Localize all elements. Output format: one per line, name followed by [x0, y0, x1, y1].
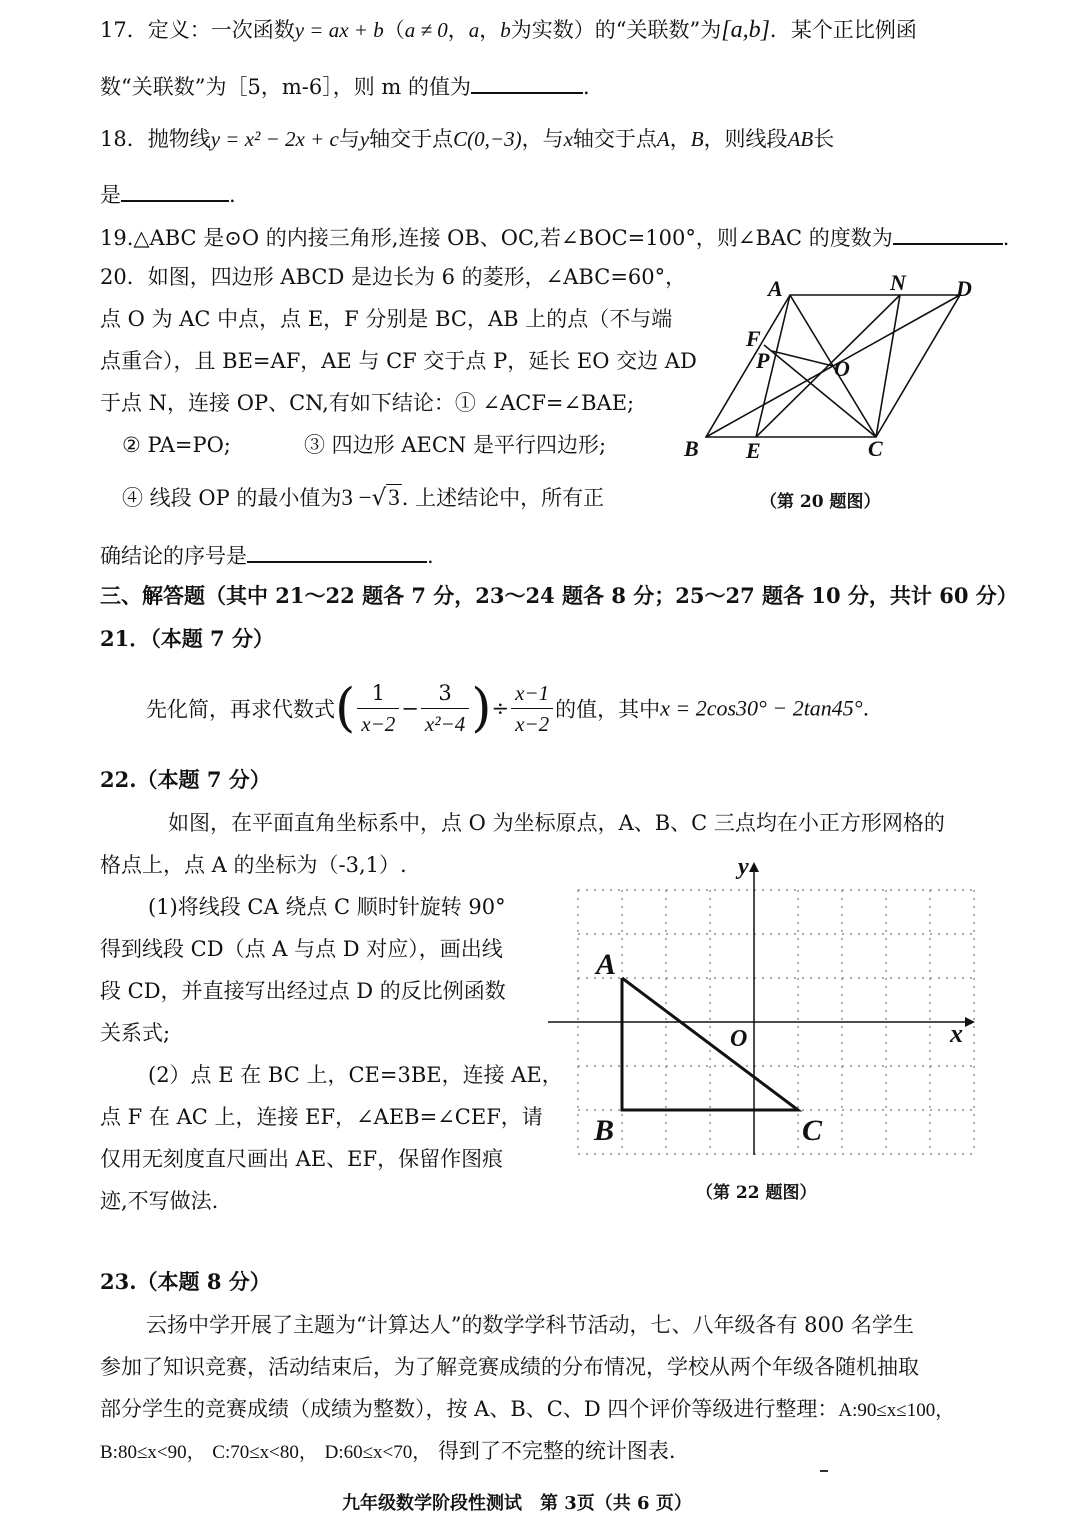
label-e: E — [746, 438, 761, 463]
label-a: A — [768, 276, 783, 301]
label-c: C — [868, 436, 883, 461]
q20-line6: ④ 线段 OP 的最小值为3 −√3. 上述结论中，所有正 — [122, 485, 605, 511]
q20-line3: 点重合），且 BE=AF，AE 与 CF 交于点 P，延长 EO 交边 AD — [100, 349, 697, 373]
q20-line5a: ② PA=PO; — [122, 433, 231, 457]
label-o: O — [730, 1026, 748, 1052]
q22-p1-line2: 得到线段 CD（点 A 与点 D 对应），画出线 — [100, 937, 503, 961]
q22-p1-line4: 关系式; — [100, 1021, 171, 1045]
q23-line2: 参加了知识竞赛，活动结束后，为了解竞赛成绩的分布情况，学校从两个年级各随机抽取 — [100, 1355, 919, 1379]
q17-line1: 17．定义：一次函数y = ax + b（a ≠ 0，a，b为实数）的“关联数”为[a,b]．某个正比例函 — [100, 17, 917, 43]
arrow-y-icon — [749, 862, 759, 872]
q22-header: 22.（本题 7 分） — [100, 767, 271, 792]
sqrt-symbol: √ — [371, 485, 387, 511]
label-p: P — [756, 348, 770, 373]
label-c: C — [802, 1114, 823, 1147]
left-paren: ( — [335, 678, 356, 739]
answer-blank[interactable] — [893, 221, 1003, 245]
q17-expr: y = ax + b — [294, 18, 384, 42]
q20-line1: 20．如图，四边形 ABCD 是边长为 6 的菱形，∠ABC=60°， — [100, 265, 687, 289]
q22-p1-line1: (1)将线段 CA 绕点 C 顺时针旋转 90° — [148, 895, 506, 919]
q20-rhombus-figure — [680, 272, 980, 472]
q20-line5b: ③ 四边形 AECN 是平行四边形; — [304, 433, 607, 457]
q22-grid-figure — [540, 850, 980, 1170]
q22-p2-line1: (2）点 E 在 BC 上，CE=3BE，连接 AE， — [148, 1063, 563, 1087]
fraction-3: $\frac{x-1}{x-2}$ — [511, 678, 553, 739]
label-y: y — [738, 854, 749, 880]
label-b: B — [594, 1114, 615, 1147]
q20-caption: （第 20 题图） — [760, 492, 881, 512]
q17-line2: 数“关联数”为［5，m-6］，则 m 的值为 . — [100, 70, 590, 101]
label-f: F — [746, 326, 761, 351]
label-o: O — [834, 356, 850, 381]
label-b: B — [684, 436, 699, 461]
q23-line4: B:80≤x<90， C:70≤x<80， D:60≤x<70， 得到了不完整的统计图表. — [100, 1439, 676, 1463]
q22-caption: （第 22 题图） — [696, 1183, 817, 1203]
answer-blank[interactable] — [121, 178, 229, 202]
page-footer: 九年级数学阶段性测试 第 3页（共 6 页） — [342, 1493, 692, 1514]
q23-line3: 部分学生的竞赛成绩（成绩为整数），按 A、B、C、D 四个评价等级进行整理：A:90≤x≤100， — [100, 1397, 955, 1421]
q21-header: 21．（本题 7 分） — [100, 626, 274, 651]
q22-p1-line3: 段 CD，并直接写出经过点 D 的反比例函数 — [100, 979, 506, 1003]
answer-blank[interactable] — [247, 539, 427, 563]
label-d: D — [956, 276, 972, 301]
q21-expression: 先化简，再求代数式( $\frac{1}{x-2}$ − $\frac{3}{\text{x²−4}}$ )÷ $\frac{x-1}{x-2}$ 的值，其中x = 2cos30° − 2tan45°. — [146, 678, 870, 739]
q22-p2-line2: 点 F 在 AC 上，连接 EF，∠AEB=∠CEF，请 — [100, 1105, 543, 1129]
q22-line2: 格点上，点 A 的坐标为（-3,1）. — [100, 853, 407, 877]
footer-tick — [820, 1470, 828, 1472]
q23-line1: 云扬中学开展了主题为“计算达人”的数学学科节活动，七、八年级各有 800 名学生 — [146, 1313, 914, 1337]
q20-line2: 点 O 为 AC 中点，点 E，F 分别是 BC，AB 上的点（不与端 — [100, 307, 673, 331]
q19-line: 19.△ABC 是⊙O 的内接三角形,连接 OB、OC,若∠BOC=100°，则∠BAC 的度数为 . — [100, 221, 1009, 252]
q20-line7: 确结论的序号是 . — [100, 539, 434, 570]
q22-p2-line4: 迹,不写做法. — [100, 1189, 219, 1213]
section3-title: 三、解答题（其中 21～22 题各 7 分，23～24 题各 8 分；25～27 题各 10 分，共计 60 分） — [100, 583, 1018, 608]
q23-header: 23.（本题 8 分） — [100, 1269, 271, 1294]
fraction-1: $\frac{1}{x-2}$ — [357, 678, 399, 739]
right-paren: ) — [471, 678, 492, 739]
q22-line1: 如图，在平面直角坐标系中，点 O 为坐标原点，A、B、C 三点均在小正方形网格的 — [168, 811, 945, 835]
answer-blank[interactable] — [471, 70, 583, 94]
label-n: N — [890, 272, 906, 295]
fraction-2: $\frac{3}{\text{x²−4}}$ — [421, 678, 469, 739]
q22-p2-line3: 仅用无刻度直尺画出 AE、EF，保留作图痕 — [100, 1147, 504, 1171]
segment-cf — [764, 345, 876, 437]
label-x: x — [950, 1019, 963, 1048]
q18-line1: 18．抛物线y = x² − 2x + c与y轴交于点C(0,−3)，与x轴交于点A，B，则线段AB长 — [100, 127, 835, 151]
q20-line4: 于点 N，连接 OP、CN,有如下结论：① ∠ACF=∠BAE; — [100, 391, 635, 415]
q18-line2: 是 . — [100, 178, 236, 209]
label-a: A — [596, 948, 617, 981]
